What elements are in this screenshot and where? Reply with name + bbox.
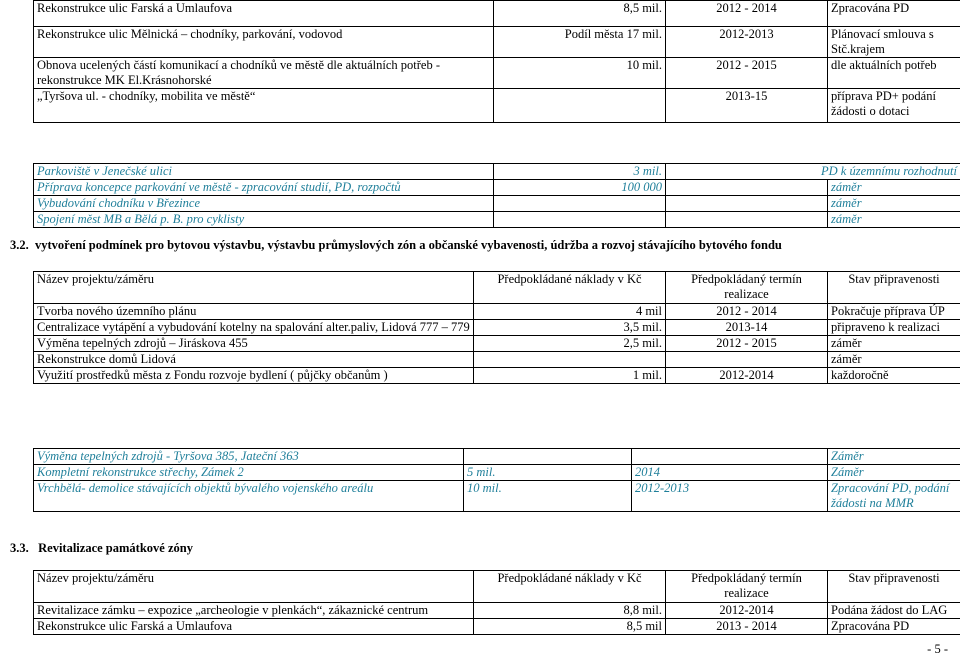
project-name: „Tyršova ul. - chodníky, mobilita ve městě“: [34, 89, 494, 123]
table-row: [34, 1, 960, 27]
project-name: Spojení měst MB a Bělá p. B. pro cyklisty: [34, 212, 494, 228]
column-header: Předpokládané náklady v Kč: [474, 272, 666, 304]
project-status: záměr: [828, 196, 960, 212]
project-name: Rekonstrukce ulic Mělnická – chodníky, parkování, vodovod: [34, 27, 494, 58]
project-name: Kompletní rekonstrukce střechy, Zámek 2: [34, 465, 464, 481]
project-cost: 4 mil: [474, 304, 666, 320]
project-term: 2012-2014: [666, 603, 828, 619]
project-status: Plánovací smlouva s Stč.krajem: [828, 27, 960, 58]
project-name: Rekonstrukce ulic Farská a Umlaufova: [34, 619, 474, 635]
project-status: příprava PD+ podání žádosti o dotaci: [828, 89, 960, 123]
column-header: Název projektu/záměru: [34, 571, 474, 603]
project-name: Využití prostředků města z Fondu rozvoje bydlení ( půjčky občanům ): [34, 368, 474, 384]
table-row: [34, 481, 960, 512]
table-row: [34, 449, 960, 465]
table-row: [34, 603, 960, 619]
table-row: [34, 212, 960, 228]
project-name: Centralizace vytápění a vybudování kotelny na spalování alter.paliv, Lidová 777 – 779: [34, 320, 474, 336]
table-row: [34, 304, 960, 320]
project-status: Zpracována PD: [828, 619, 960, 635]
table-row: [34, 352, 960, 368]
project-status: Zpracována PD: [828, 1, 960, 27]
table-row: [34, 196, 960, 212]
project-cost: 8,8 mil.: [474, 603, 666, 619]
page-number: - 5 -: [927, 642, 948, 656]
section-title: vytvoření podmínek pro bytovou výstavbu, výstavbu průmyslových zón a občanské vybavenosti, údržba a rozvoj stávajícího bytového fondu: [35, 238, 782, 252]
table-row: [34, 320, 960, 336]
project-name: Příprava koncepce parkování ve městě - zpracování studií, PD, rozpočtů: [34, 180, 494, 196]
project-name: Vrchbělá- demolice stávajících objektů bývalého vojenského areálu: [34, 481, 464, 512]
project-term: 2013-14: [666, 320, 828, 336]
project-status: Pokračuje příprava ÚP: [828, 304, 960, 320]
project-term: 2012 - 2015: [666, 336, 828, 352]
project-status: Záměr: [828, 465, 960, 481]
section-title: Revitalizace památkové zóny: [38, 541, 193, 555]
project-cost: 10 mil.: [494, 58, 666, 89]
project-term: 2012 - 2015: [666, 58, 828, 89]
project-status: Záměr: [828, 449, 960, 465]
project-term: 2013 - 2014: [666, 619, 828, 635]
project-name: Rekonstrukce domů Lidová: [34, 352, 474, 368]
project-cost: 2,5 mil.: [474, 336, 666, 352]
column-header: Název projektu/záměru: [34, 272, 474, 304]
project-name: Obnova ucelených částí komunikací a chodníků ve městě dle aktuálních potřeb - rekonstrukce MK El.Krásnohorské: [34, 58, 494, 89]
project-cost: [494, 89, 666, 123]
project-name: Tvorba nového územního plánu: [34, 304, 474, 320]
project-term: 2013-15: [666, 89, 828, 123]
table-row: [34, 180, 960, 196]
top-projects-table: [33, 0, 960, 123]
project-cost: 8,5 mil: [474, 619, 666, 635]
project-term: 2012-2013: [666, 27, 828, 58]
section-number: 3.2.: [10, 238, 29, 252]
column-header: Předpokládané náklady v Kč: [474, 571, 666, 603]
project-cost: 3 mil.: [494, 164, 666, 180]
project-term: 2012-2014: [666, 368, 828, 384]
project-status: Zpracování PD, podání žádosti na MMR: [828, 481, 960, 512]
project-term: 2012 - 2014: [666, 1, 828, 27]
project-name: Výměna tepelných zdrojů - Tyršova 385, Jateční 363: [34, 449, 464, 465]
project-name: Rekonstrukce ulic Farská a Umlaufova: [34, 1, 494, 27]
project-cost: 1 mil.: [474, 368, 666, 384]
section-number: 3.3.: [10, 541, 29, 555]
project-name: Revitalizace zámku – expozice „archeologie v plenkách“, zákaznické centrum: [34, 603, 474, 619]
project-cost: 3,5 mil.: [474, 320, 666, 336]
section-heading-3-2: [10, 238, 955, 253]
section-heading-3-3: [10, 541, 193, 556]
project-name: Parkoviště v Jenečské ulici: [34, 164, 494, 180]
column-header: Předpokládaný termín realizace: [666, 571, 828, 603]
project-name: Výměna tepelných zdrojů – Jiráskova 455: [34, 336, 474, 352]
project-status: každoročně: [828, 368, 960, 384]
table-3-2: [33, 271, 960, 384]
column-header: Stav připravenosti: [828, 272, 960, 304]
column-header: Stav připravenosti: [828, 571, 960, 603]
table-header-row: [34, 571, 960, 603]
project-name: Vybudování chodníku v Březince: [34, 196, 494, 212]
project-cost: 5 mil.: [464, 465, 632, 481]
proposed-projects-table-2: [33, 448, 960, 512]
project-term: [666, 352, 828, 368]
project-status: připraveno k realizaci: [828, 320, 960, 336]
table-row: [34, 336, 960, 352]
table-row: [34, 27, 960, 58]
project-cost: 8,5 mil.: [494, 1, 666, 27]
proposed-projects-table-1: [33, 163, 960, 228]
project-term: 2012-2013: [632, 481, 828, 512]
table-row: [34, 465, 960, 481]
project-status: záměr: [828, 336, 960, 352]
project-status: záměr: [828, 180, 960, 196]
project-status: záměr: [828, 352, 960, 368]
table-row: [34, 58, 960, 89]
project-status: dle aktuálních potřeb: [828, 58, 960, 89]
table-row: [34, 89, 960, 123]
project-status: Podána žádost do LAG: [828, 603, 960, 619]
table-row: [34, 164, 960, 180]
table-header-row: [34, 272, 960, 304]
project-term: 2012 - 2014: [666, 304, 828, 320]
project-status: PD k územnímu rozhodnutí: [666, 164, 960, 180]
table-3-3: [33, 570, 960, 635]
project-status: záměr: [828, 212, 960, 228]
table-row: [34, 368, 960, 384]
project-term: 2014: [632, 465, 828, 481]
table-row: [34, 619, 960, 635]
column-header: Předpokládaný termín realizace: [666, 272, 828, 304]
project-cost: 10 mil.: [464, 481, 632, 512]
project-cost: 100 000: [494, 180, 666, 196]
project-cost: [474, 352, 666, 368]
project-cost: Podíl města 17 mil.: [494, 27, 666, 58]
